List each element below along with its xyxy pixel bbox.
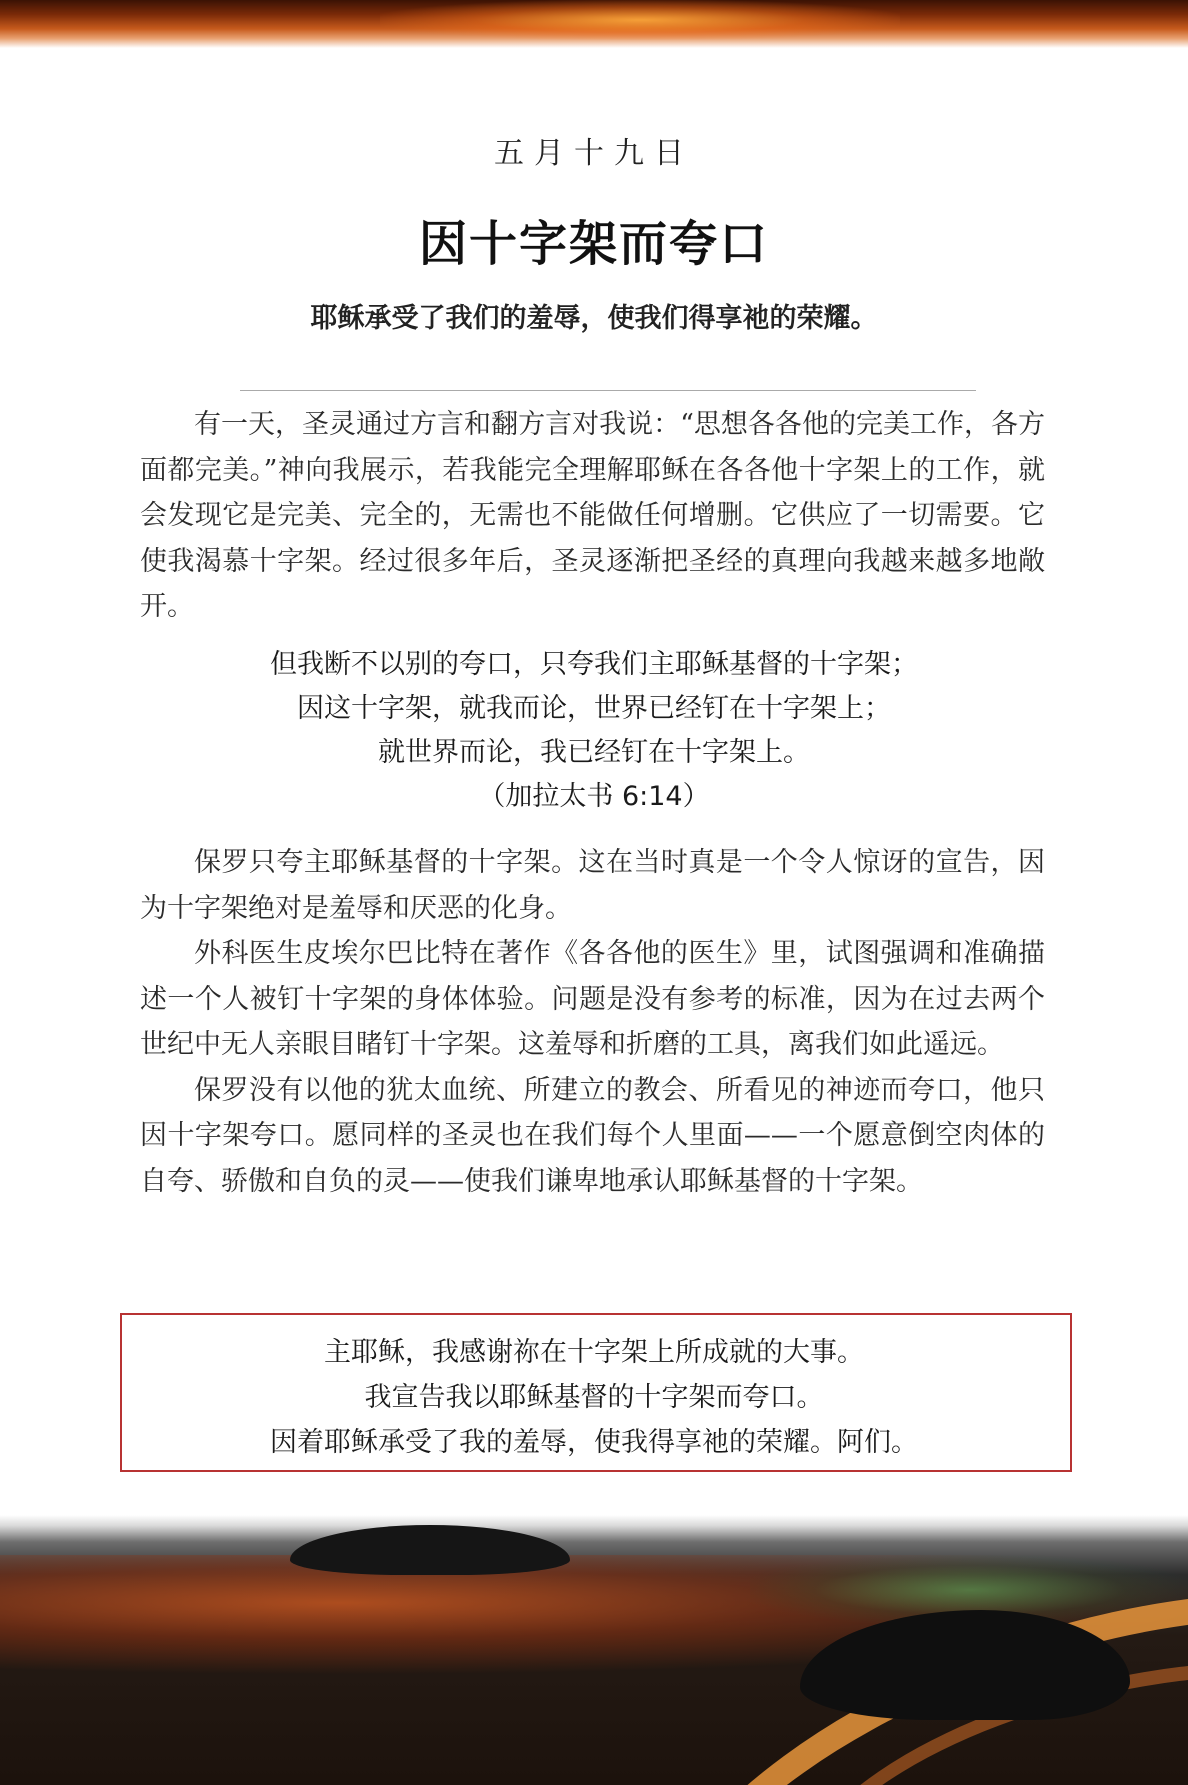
sunset-glow xyxy=(380,0,900,40)
body-section xyxy=(140,840,1045,1204)
scripture-quote xyxy=(0,643,1188,819)
body-paragraph: 外科医生皮埃尔巴比特在著作《各各他的医生》里，试图强调和准确描述一个人被钉十字架的身体体验。问题是没有参考的标准，因为在过去两个世纪中无人亲眼目睹钉十字架。这羞辱和折磨的工具，离我们如此遥远。 xyxy=(140,938,1045,1060)
scripture-reference: （加拉太书 6:14） xyxy=(478,781,710,812)
top-banner-image xyxy=(0,0,1188,48)
divider xyxy=(240,390,976,391)
page-subtitle: 耶稣承受了我们的羞辱，使我们得享祂的荣耀。 xyxy=(310,303,878,334)
prayer-line: 因着耶稣承受了我的羞辱，使我得享祂的荣耀。阿们。 xyxy=(270,1427,918,1458)
prayer-line: 主耶稣，我感谢祢在十字架上所成就的大事。 xyxy=(324,1337,864,1368)
intro-section xyxy=(140,402,1045,630)
page-title: 因十字架而夸口 xyxy=(418,216,769,272)
body-paragraph: 保罗只夸主耶稣基督的十字架。这在当时真是一个令人惊讶的宣告，因为十字架绝对是羞辱和厌恶的化身。 xyxy=(140,847,1045,924)
island-silhouette xyxy=(290,1525,570,1575)
scripture-line: 因这十字架，就我而论，世界已经钉在十字架上； xyxy=(297,693,891,724)
scripture-line: 但我断不以别的夸口，只夸我们主耶稣基督的十字架； xyxy=(270,649,918,680)
scripture-line: 就世界而论，我已经钉在十字架上。 xyxy=(378,737,810,768)
prayer-text xyxy=(0,1330,1188,1465)
prayer-line: 我宣告我以耶稣基督的十字架而夸口。 xyxy=(364,1382,824,1413)
intro-paragraph: 有一天，圣灵通过方言和翻方言对我说：“思想各各他的完美工作，各方面都完美。”神向我展示，若我能完全理解耶稣在各各他十字架上的工作，就会发现它是完美、完全的，无需也不能做任何增删。它供应了一切需要。它使我渴慕十字架。经过很多年后，圣灵逐渐把圣经的真理向我越来越多地敞开。 xyxy=(140,409,1045,622)
devotional-date: 五月十九日 xyxy=(494,136,694,171)
bottom-landscape-image xyxy=(0,1515,1188,1785)
body-paragraph: 保罗没有以他的犹太血统、所建立的教会、所看见的神迹而夸口，他只因十字架夸口。愿同样的圣灵也在我们每个人里面——一个愿意倒空肉体的自夸、骄傲和自负的灵——使我们谦卑地承认耶稣基督的十字架。 xyxy=(140,1074,1045,1197)
